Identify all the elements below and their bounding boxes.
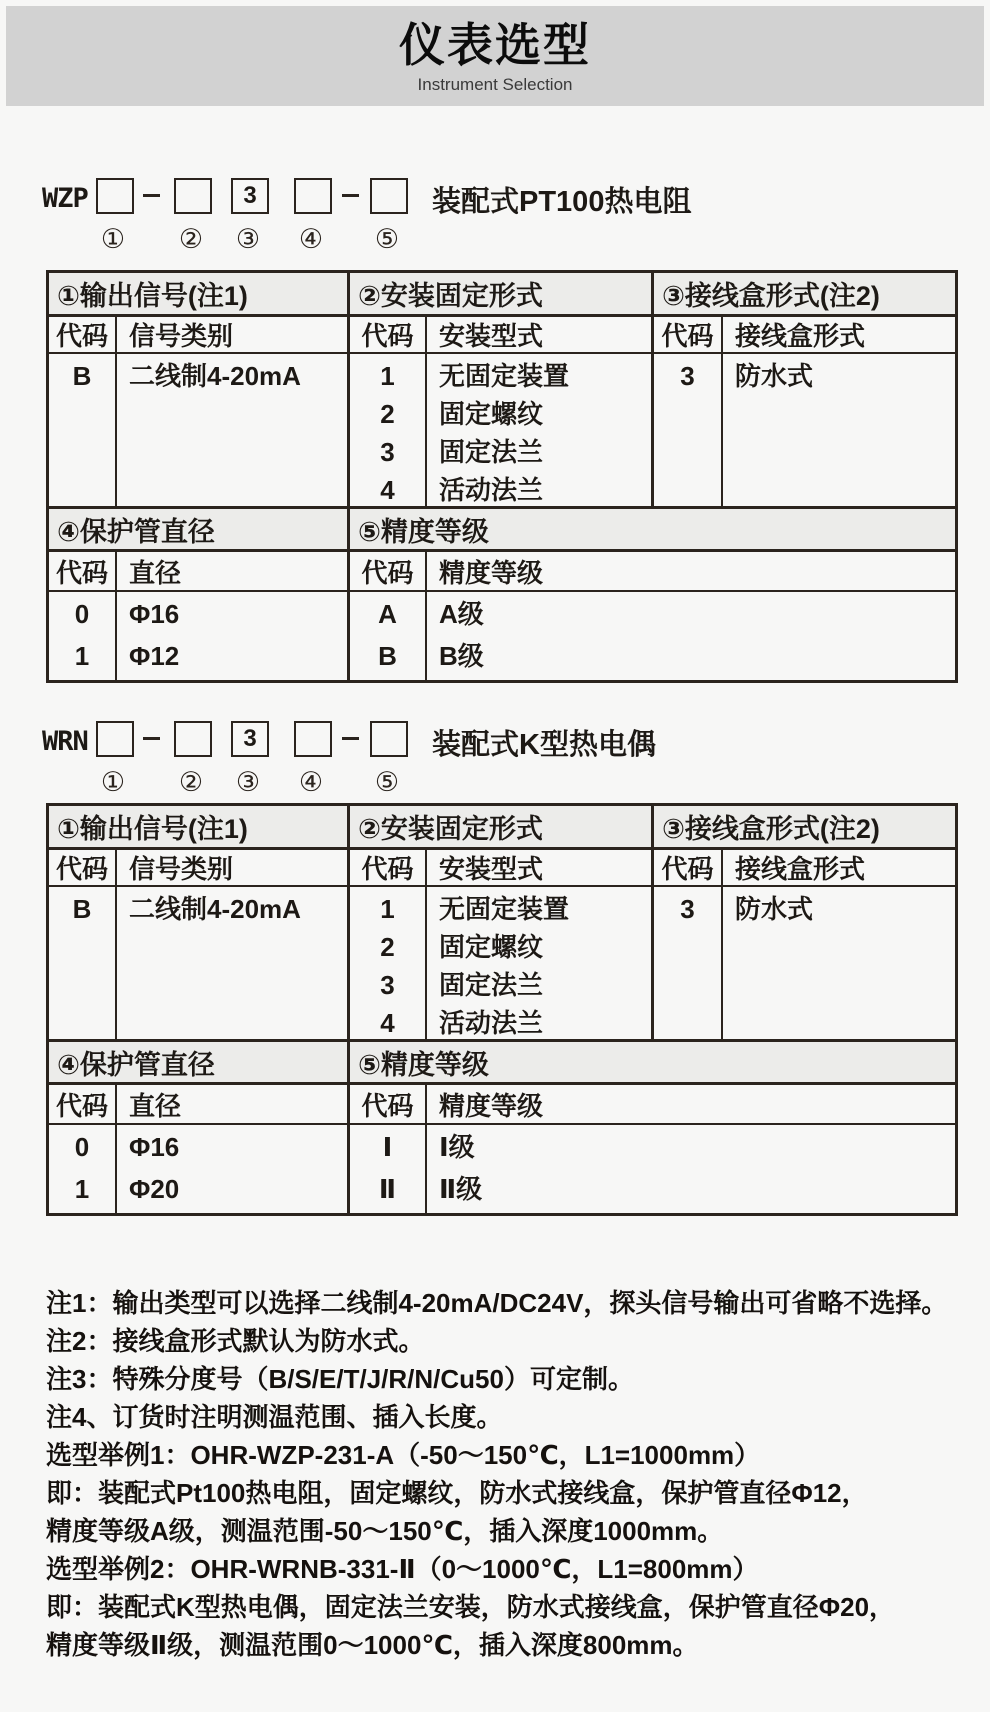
example-1-title: 选型举例1：OHR-WZP-231-A（-50～150℃，L1=1000mm） bbox=[46, 1440, 761, 1470]
model-description: 装配式K型热电偶 bbox=[432, 729, 656, 761]
model-slot-2 bbox=[174, 178, 212, 214]
section-header-mounting: ②安装固定形式 bbox=[350, 806, 654, 850]
section-header-tube-diameter: ④保护管直径 bbox=[49, 509, 350, 552]
col-header-code: 代码 bbox=[350, 552, 427, 592]
section-header-accuracy: ⑤精度等级 bbox=[350, 1042, 955, 1085]
value-cell: Φ16 Φ20 bbox=[117, 1125, 350, 1213]
value-cell: A级 B级 bbox=[439, 599, 484, 671]
circled-number-3: ③ bbox=[235, 767, 261, 797]
circled-number-2: ② bbox=[178, 767, 204, 797]
model-slot-3: 3 bbox=[231, 178, 269, 214]
col-header-code: 代码 bbox=[49, 552, 117, 592]
code-cell: 3 bbox=[654, 887, 723, 1042]
code-cell: Ⅰ Ⅱ bbox=[350, 1125, 427, 1213]
value-cell: 无固定装置 固定螺纹 固定法兰 活动法兰 bbox=[427, 887, 654, 1042]
model-code-line-wzp bbox=[0, 162, 990, 274]
circled-number-1: ① bbox=[100, 767, 126, 797]
code-cell: A B bbox=[350, 592, 427, 680]
notes-block bbox=[46, 1284, 956, 1664]
code-cell: B bbox=[49, 354, 117, 509]
circled-number-4: ④ bbox=[298, 224, 324, 254]
col-header-code: 代码 bbox=[654, 850, 723, 887]
col-header-junction-box-type: 接线盒形式 bbox=[723, 317, 955, 354]
section-header-junction-box: ③接线盒形式(注2) bbox=[654, 806, 955, 850]
col-header-code: 代码 bbox=[350, 317, 427, 354]
dash-separator bbox=[143, 194, 160, 197]
code-cell: 0 1 bbox=[49, 1125, 117, 1213]
model-prefix: WRN bbox=[42, 726, 88, 757]
dash-separator bbox=[342, 737, 359, 740]
circled-number-5: ⑤ bbox=[374, 224, 400, 254]
col-header-code: 代码 bbox=[654, 317, 723, 354]
col-header-accuracy-grade: 精度等级 bbox=[427, 552, 955, 592]
code-cell: 1 2 3 4 bbox=[350, 354, 427, 509]
code-cell: B bbox=[49, 887, 117, 1042]
value-cell: Ⅰ级 Ⅱ级 bbox=[439, 1132, 483, 1204]
col-header-junction-box-type: 接线盒形式 bbox=[723, 850, 955, 887]
model-slot-2 bbox=[174, 721, 212, 757]
model-slot-3: 3 bbox=[231, 721, 269, 757]
value-cell: 二线制4-20mA bbox=[117, 887, 350, 1042]
col-header-mounting-type: 安装型式 bbox=[427, 317, 654, 354]
model-slot-4 bbox=[294, 721, 332, 757]
value-cell: Φ16 Φ12 bbox=[117, 592, 350, 680]
example-2-title: 选型举例2：OHR-WRNB-331-Ⅱ（0～1000℃，L1=800mm） bbox=[46, 1554, 759, 1584]
section-header-junction-box: ③接线盒形式(注2) bbox=[654, 273, 955, 317]
example-2-detail-line-2: 精度等级Ⅱ级，测温范围0～1000℃，插入深度800mm。 bbox=[46, 1630, 699, 1660]
col-header-code: 代码 bbox=[49, 317, 117, 354]
col-header-code: 代码 bbox=[49, 850, 117, 887]
col-header-code: 代码 bbox=[49, 1085, 117, 1125]
example-2-detail-line-1: 即：装配式K型热电偶，固定法兰安装，防水式接线盒，保护管直径Φ20， bbox=[46, 1592, 896, 1622]
circled-number-2: ② bbox=[178, 224, 204, 254]
col-header-code: 代码 bbox=[350, 850, 427, 887]
section-header-mounting: ②安装固定形式 bbox=[350, 273, 654, 317]
example-1-detail-line-1: 即：装配式Pt100热电阻，固定螺纹，防水式接线盒，保护管直径Φ12， bbox=[46, 1478, 868, 1508]
value-cell: 二线制4-20mA bbox=[117, 354, 350, 509]
selection-table-wrn bbox=[46, 803, 958, 1216]
model-code-line-wrn bbox=[0, 705, 990, 817]
col-header-code: 代码 bbox=[350, 1085, 427, 1125]
selection-table-wzp bbox=[46, 270, 958, 683]
section-header-output-signal: ①输出信号(注1) bbox=[49, 806, 350, 850]
circled-number-5: ⑤ bbox=[374, 767, 400, 797]
value-cell: 无固定装置 固定螺纹 固定法兰 活动法兰 bbox=[427, 354, 654, 509]
col-header-mounting-type: 安装型式 bbox=[427, 850, 654, 887]
code-cell: 0 1 bbox=[49, 592, 117, 680]
circled-number-1: ① bbox=[100, 224, 126, 254]
circled-number-4: ④ bbox=[298, 767, 324, 797]
col-header-diameter: 直径 bbox=[117, 552, 350, 592]
model-slot-5 bbox=[370, 721, 408, 757]
model-slot-1 bbox=[96, 178, 134, 214]
col-header-signal-type: 信号类别 bbox=[117, 850, 350, 887]
note-4: 注4、订货时注明测温范围、插入长度。 bbox=[46, 1402, 503, 1432]
page-banner bbox=[6, 6, 984, 106]
dash-separator bbox=[143, 737, 160, 740]
section-header-accuracy: ⑤精度等级 bbox=[350, 509, 955, 552]
code-cell: 1 2 3 4 bbox=[350, 887, 427, 1042]
note-2: 注2：接线盒形式默认为防水式。 bbox=[46, 1326, 425, 1356]
page-title: 仪表选型 bbox=[399, 19, 591, 71]
section-header-tube-diameter: ④保护管直径 bbox=[49, 1042, 350, 1085]
model-slot-4 bbox=[294, 178, 332, 214]
model-slot-5 bbox=[370, 178, 408, 214]
value-cell: 防水式 bbox=[723, 887, 955, 1042]
code-cell: 3 bbox=[654, 354, 723, 509]
model-prefix: WZP bbox=[42, 183, 88, 214]
model-description: 装配式PT100热电阻 bbox=[432, 186, 692, 218]
note-1: 注1：输出类型可以选择二线制4-20mA/DC24V，探头信号输出可省略不选择。 bbox=[46, 1288, 948, 1318]
note-3: 注3：特殊分度号（B/S/E/T/J/R/N/Cu50）可定制。 bbox=[46, 1364, 634, 1394]
col-header-accuracy-grade: 精度等级 bbox=[427, 1085, 955, 1125]
col-header-diameter: 直径 bbox=[117, 1085, 350, 1125]
page-subtitle: Instrument Selection bbox=[417, 74, 573, 94]
circled-number-3: ③ bbox=[235, 224, 261, 254]
value-cell: 防水式 bbox=[723, 354, 955, 509]
example-1-detail-line-2: 精度等级A级，测温范围-50～150℃，插入深度1000mm。 bbox=[46, 1516, 724, 1546]
dash-separator bbox=[342, 194, 359, 197]
col-header-signal-type: 信号类别 bbox=[117, 317, 350, 354]
section-header-output-signal: ①输出信号(注1) bbox=[49, 273, 350, 317]
model-slot-1 bbox=[96, 721, 134, 757]
